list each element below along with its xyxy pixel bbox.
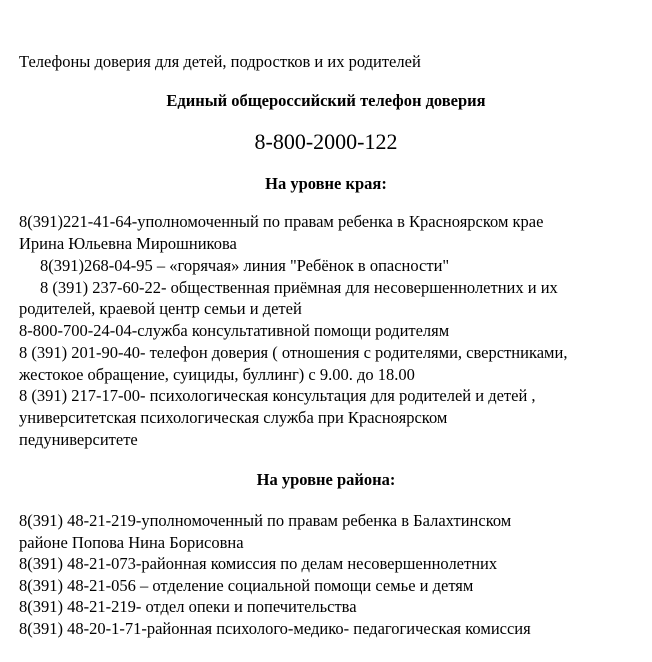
regional-line: 8 (391) 217-17-00- психологическая консультация для родителей и детей , [19,386,536,405]
regional-line: родителей, краевой центр семьи и детей [19,299,302,318]
district-line: районе Попова Нина Борисовна [19,533,244,552]
federal-heading: Единый общероссийский телефон доверия [166,91,486,110]
intro-text: Телефоны доверия для детей, подростков и их родителей [19,52,421,71]
regional-line: 8(391)268-04-95 – «горячая» линия "Ребёнок в опасности" [40,256,450,275]
district-line: 8(391) 48-21-056 – отделение социальной помощи семье и детям [19,576,474,595]
regional-line: 8 (391) 201-90-40- телефон доверия ( отношения с родителями, сверстниками, [19,343,568,362]
district-line: 8(391) 48-20-1-71-районная психолого-медико- педагогическая комиссия [19,619,531,638]
regional-line: 8-800-700-24-04-служба консультативной помощи родителям [19,321,450,340]
regional-line: жестокое обращение, суициды, буллинг) с 9.00. до 18.00 [19,365,415,384]
regional-line: университетская психологическая служба при Красноярском [19,408,448,427]
regional-line: Ирина Юльевна Мирошникова [19,234,237,253]
federal-phone: 8-800-2000-122 [254,129,398,154]
regional-line: 8 (391) 237-60-22- общественная приёмная для несовершеннолетних и их [40,278,558,297]
regional-line: 8(391)221-41-64-уполномоченный по правам ребенка в Красноярском крае [19,212,544,231]
regional-line: педуниверситете [19,430,138,449]
district-line: 8(391) 48-21-073-районная комиссия по делам несовершеннолетних [19,554,498,573]
district-line: 8(391) 48-21-219- отдел опеки и попечительства [19,597,357,616]
regional-heading: На уровне края: [265,174,387,193]
district-line: 8(391) 48-21-219-уполномоченный по правам ребенка в Балахтинском [19,511,512,530]
district-heading: На уровне района: [256,470,396,489]
